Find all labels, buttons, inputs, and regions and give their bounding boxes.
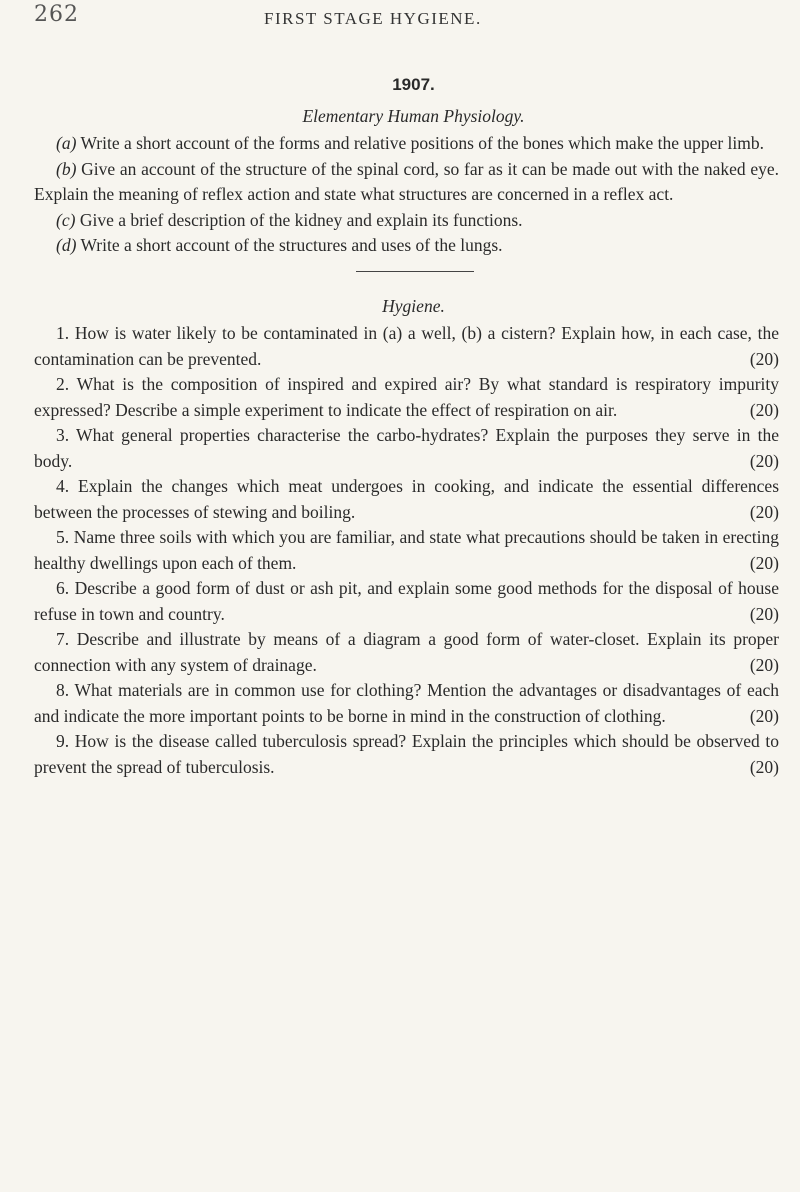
question-number: 9. bbox=[56, 731, 70, 751]
question-number: 2. bbox=[56, 374, 70, 394]
question-text: What general properties characterise the carbo-hydrates? Explain the purposes they serve in the body. bbox=[34, 425, 779, 471]
question-marks: (20) bbox=[749, 552, 779, 573]
question-text: Write a short account of the forms and relative positions of the bones which make the upper limb. bbox=[80, 133, 765, 153]
section-divider bbox=[356, 271, 474, 272]
page-number: 262 bbox=[34, 2, 79, 27]
physiology-questions bbox=[34, 131, 779, 259]
question-text: Explain the changes which meat undergoes in cooking, and indicate the essential differences between the processes of stewing and boiling. bbox=[34, 476, 780, 522]
question-number: 3. bbox=[56, 425, 70, 445]
question-text: Describe and illustrate by means of a diagram a good form of water-closet. Explain its proper connection with any system of drainage. bbox=[34, 629, 779, 675]
question-number: 7. bbox=[56, 629, 70, 649]
hygiene-question-2 bbox=[34, 372, 779, 423]
exam-year: 1907. bbox=[392, 75, 435, 94]
question-number: 1. bbox=[56, 323, 70, 343]
question-marks: (20) bbox=[749, 756, 779, 777]
hygiene-questions bbox=[34, 321, 779, 780]
question-label: (d) bbox=[56, 235, 77, 255]
question-text: How is the disease called tuberculosis spread? Explain the principles which should be observed to prevent the spread of tuberculosis. bbox=[34, 731, 780, 777]
physiology-question-d bbox=[34, 233, 779, 259]
question-text: What materials are in common use for clothing? Mention the advantages or disadvantages of each and indicate the more important points to be borne in mind in the construction of clothing. bbox=[34, 680, 779, 726]
question-marks: (20) bbox=[749, 705, 779, 726]
hygiene-question-6 bbox=[34, 576, 779, 627]
question-marks: (20) bbox=[749, 501, 779, 522]
hygiene-question-3 bbox=[34, 423, 779, 474]
question-marks: (20) bbox=[749, 654, 779, 675]
hygiene-question-5 bbox=[34, 525, 779, 576]
question-text: Give an account of the structure of the spinal cord, so far as it can be made out with the naked eye. Explain the meaning of reflex action and state what structures are concerned in a reflex act. bbox=[34, 158, 780, 204]
physiology-question-b bbox=[34, 157, 779, 208]
physiology-question-a bbox=[34, 131, 779, 157]
hygiene-question-9 bbox=[34, 729, 779, 780]
question-label: (c) bbox=[56, 209, 76, 230]
question-number: 5. bbox=[56, 527, 70, 547]
hygiene-question-8 bbox=[34, 678, 779, 729]
hygiene-section-title: Hygiene. bbox=[382, 295, 445, 316]
question-number: 4. bbox=[56, 476, 70, 496]
question-marks: (20) bbox=[749, 348, 779, 369]
question-number: 8. bbox=[56, 680, 70, 700]
question-text: What is the composition of inspired and expired air? By what standard is respiratory impurity expressed? Describe a simple experiment to indicate the effect of respiration on air. bbox=[34, 374, 780, 420]
physiology-section-title: Elementary Human Physiology. bbox=[302, 105, 525, 126]
question-text: Write a short account of the structures and uses of the lungs. bbox=[80, 235, 503, 255]
question-marks: (20) bbox=[749, 603, 779, 624]
question-marks: (20) bbox=[749, 399, 779, 420]
question-marks: (20) bbox=[749, 450, 779, 471]
hygiene-question-1 bbox=[34, 321, 779, 372]
running-header bbox=[34, 2, 766, 32]
question-text: Give a brief description of the kidney and explain its functions. bbox=[79, 209, 523, 230]
question-label: (a) bbox=[56, 133, 77, 153]
running-title: FIRST STAGE HYGIENE. bbox=[264, 9, 482, 28]
physiology-question-c bbox=[34, 208, 779, 234]
page-content bbox=[34, 72, 779, 780]
hygiene-question-7 bbox=[34, 627, 779, 678]
question-number: 6. bbox=[56, 578, 70, 598]
hygiene-question-4 bbox=[34, 474, 779, 525]
question-text: Name three soils with which you are familiar, and state what precautions should be taken in erecting healthy dwellings upon each of them. bbox=[34, 527, 780, 573]
question-text: Describe a good form of dust or ash pit, and explain some good methods for the disposal of house refuse in town and country. bbox=[34, 578, 779, 624]
question-label: (b) bbox=[56, 158, 77, 179]
question-text: How is water likely to be contaminated in (a) a well, (b) a cistern? Explain how, in each case, the contamination can be prevented. bbox=[34, 323, 780, 369]
